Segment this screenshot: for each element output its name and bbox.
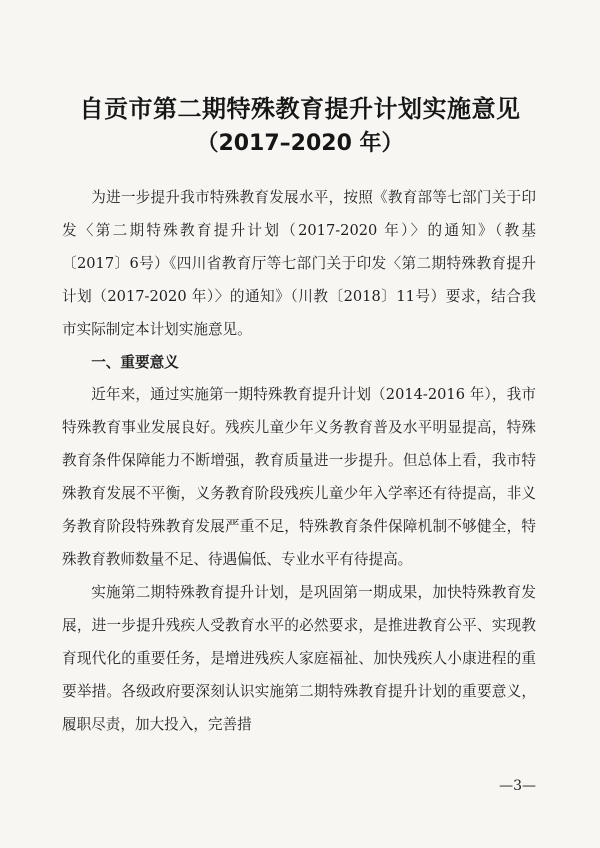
body-paragraph-1: 近年来，通过实施第一期特殊教育提升计划（2014-2016 年），我市特殊教育事业发展良好。残疾儿童少年义务教育普及水平明显提高，特殊教育条件保障能力不断增强，教育质量进一步提升。但总体上看，我市特殊教育发展不平衡，义务教育阶段残疾儿童少年入学率还有待提高，非义务教育阶段特殊教育发展严重不足，特殊教育条件保障机制不够健全，特殊教育教师数量不足、待遇偏低、专业水平有待提高。 [62, 386, 536, 568]
section-heading: 一、重要意义 [91, 353, 179, 371]
title-block [0, 92, 600, 162]
document-title: 自贡市第二期特殊教育提升计划实施意见 [79, 95, 521, 123]
document-subtitle: （2017–2020 年） [196, 131, 404, 156]
page-number: —3— [499, 778, 536, 794]
body-paragraph-2: 实施第二期特殊教育提升计划，是巩固第一期成果，加快特殊教育发展，进一步提升残疾人受教育水平的必然要求，是推进教育公平、实现教育现代化的重要任务，是增进残疾人家庭福祉、加快残疾人小康进程的重要举措。各级政府要深刻认识实施第二期特殊教育提升计划的重要意义，履职尽责，加大投入，完善措 [62, 583, 536, 733]
intro-paragraph: 为进一步提升我市特殊教育发展水平，按照《教育部等七部门关于印发〈第二期特殊教育提升计划（2017-2020 年）〉的通知》（教基〔2017〕6号）《四川省教育厅等七部门关于印发〈第二期特殊教育提升计划（2017-2020 年）〉的通知》（川教〔2018〕11号）要求，结合我市实际制定本计划实施意见。 [62, 189, 536, 338]
document-body [62, 182, 536, 741]
